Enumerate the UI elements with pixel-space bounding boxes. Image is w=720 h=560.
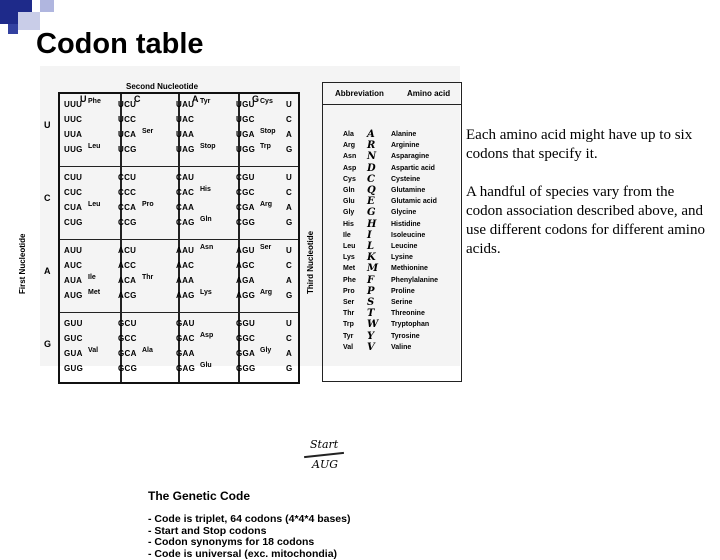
- codon-aca: ACA: [118, 276, 137, 285]
- three-letter-code: Gln: [343, 187, 355, 194]
- amino-acid-name: Phenylalanine: [391, 276, 439, 284]
- abbreviation-row: [323, 265, 461, 276]
- three-letter-code: Glu: [343, 198, 355, 206]
- abbreviation-row: [323, 285, 461, 299]
- amino-acid-label: Leu: [88, 143, 101, 150]
- amino-acid-column-header: Amino acid: [407, 89, 451, 98]
- codon-agc: AGC: [236, 261, 255, 270]
- one-letter-code: Y: [367, 330, 375, 342]
- codon-cgc: CGC: [236, 188, 255, 197]
- amino-acid-label: Ser: [142, 128, 154, 135]
- codon-ucu: UCU: [118, 100, 137, 109]
- codon-ucg: UCG: [118, 145, 137, 154]
- codon-ccu: CCU: [118, 173, 137, 182]
- second-nucleotide-label: Second Nucleotide: [126, 82, 199, 91]
- codon-gua: GUA: [64, 349, 83, 358]
- third-nucleotide-label: Third Nucleotide: [306, 230, 315, 294]
- third-base-label: C: [286, 188, 292, 197]
- codon-cgg: CGG: [236, 218, 256, 227]
- amino-acid-label: Val: [88, 347, 99, 354]
- codon-aug: AUG: [64, 291, 83, 300]
- amino-acid-name: Leucine: [391, 243, 418, 250]
- codon-ugu: UGU: [236, 100, 255, 109]
- column-header: C: [134, 94, 141, 104]
- abbreviation-row: [323, 162, 461, 176]
- codon-gcu: GCU: [118, 319, 137, 328]
- codon-gac: GAC: [176, 334, 195, 343]
- third-base-label: U: [286, 319, 292, 328]
- amino-acid-name: Lysine: [391, 254, 413, 262]
- slide-title: Codon table: [36, 28, 204, 60]
- amino-acid-label: Lys: [200, 289, 212, 296]
- one-letter-code: H: [367, 218, 377, 230]
- one-letter-code: S: [367, 297, 375, 308]
- three-letter-code: Ala: [343, 131, 354, 138]
- amino-acid-label: Asn: [200, 244, 214, 251]
- codon-agg: AGG: [236, 291, 256, 300]
- amino-acid-label: Ser: [260, 244, 272, 251]
- first-base-label: G: [44, 339, 52, 349]
- third-base-label: U: [286, 173, 292, 182]
- explanation-paragraph-2: A handful of species vary from the codon association described above, and use different codons for different amino acids.: [466, 184, 705, 257]
- third-base-label: G: [286, 291, 293, 300]
- genetic-code-item: - Code is universal (exc. mitochondia): [148, 548, 351, 560]
- codon-ggc: GGC: [236, 334, 256, 343]
- amino-acid-name: Methionine: [391, 265, 428, 273]
- codon-cgu: CGU: [236, 173, 255, 182]
- abbreviation-row: [323, 131, 461, 142]
- codon-cga: CGA: [236, 203, 255, 212]
- amino-acid-name: Asparagine: [391, 153, 430, 161]
- three-letter-code: Ser: [343, 299, 355, 306]
- corner-decoration: [40, 0, 54, 12]
- codon-gag: GAG: [176, 364, 196, 373]
- one-letter-code: E: [367, 196, 375, 208]
- amino-acid-label: Gln: [200, 216, 212, 223]
- codon-gaa: GAA: [176, 349, 195, 358]
- one-letter-code: R: [367, 140, 376, 152]
- codon-aag: AAG: [176, 291, 195, 300]
- three-letter-code: Lys: [343, 254, 355, 262]
- amino-acid-name: Isoleucine: [391, 231, 426, 239]
- abbreviation-row: [323, 330, 461, 344]
- abbreviation-column-header: Abbreviation: [335, 89, 384, 98]
- one-letter-code: N: [367, 151, 377, 163]
- codon-ggu: GGU: [236, 319, 256, 328]
- codon-ugg: UGG: [236, 145, 256, 154]
- first-base-label: A: [44, 266, 51, 276]
- three-letter-code: Val: [343, 343, 354, 351]
- codon-ccg: CCG: [118, 218, 137, 227]
- one-letter-code: W: [367, 319, 379, 331]
- third-base-label: A: [286, 349, 292, 358]
- abbreviation-row: [323, 142, 461, 153]
- one-letter-code: G: [367, 207, 376, 219]
- genetic-code-item: - Start and Stop codons: [148, 525, 351, 537]
- third-base-label: C: [286, 261, 292, 270]
- codon-cua: CUA: [64, 203, 83, 212]
- one-letter-code: C: [367, 173, 375, 185]
- codon-uag: UAG: [176, 145, 195, 154]
- third-base-label: G: [286, 145, 293, 154]
- amino-acid-abbreviation-table: [322, 82, 462, 382]
- three-letter-code: Thr: [343, 310, 355, 318]
- amino-acid-label: Arg: [260, 201, 273, 208]
- amino-acid-label: Cys: [260, 98, 273, 105]
- first-nucleotide-label: First Nucleotide: [18, 233, 27, 294]
- first-base-label: U: [44, 120, 51, 130]
- three-letter-code: Ile: [343, 231, 351, 239]
- amino-acid-label: Ala: [142, 347, 153, 354]
- amino-acid-name: Tyrosine: [391, 332, 420, 340]
- three-letter-code: Met: [343, 265, 356, 273]
- amino-acid-label: Thr: [142, 274, 154, 281]
- three-letter-code: Tyr: [343, 332, 354, 340]
- three-letter-code: Pro: [343, 287, 355, 295]
- amino-acid-name: Histidine: [391, 220, 421, 228]
- codon-acg: ACG: [118, 291, 137, 300]
- amino-acid-label: His: [200, 186, 211, 193]
- three-letter-code: Asp: [343, 164, 357, 172]
- one-letter-code: P: [367, 285, 375, 297]
- abbreviation-row: [323, 254, 461, 265]
- start-underline: [304, 452, 344, 458]
- amino-acid-name: Alanine: [391, 131, 417, 138]
- amino-acid-name: Cysteine: [391, 175, 421, 183]
- codon-auu: AUU: [64, 246, 83, 255]
- codon-aga: AGA: [236, 276, 255, 285]
- one-letter-code: D: [367, 162, 376, 174]
- codon-ggg: GGG: [236, 364, 256, 373]
- abbreviation-row: [323, 173, 461, 187]
- codon-guc: GUC: [64, 334, 83, 343]
- abbreviation-row: [323, 341, 461, 355]
- third-base-label: C: [286, 334, 292, 343]
- amino-acid-name: Threonine: [391, 310, 425, 318]
- one-letter-code: M: [367, 263, 379, 275]
- codon-cug: CUG: [64, 218, 83, 227]
- three-letter-code: Asn: [343, 153, 357, 161]
- column-header: G: [252, 94, 260, 104]
- abbreviation-row: [323, 243, 461, 254]
- codon-cuu: CUU: [64, 173, 83, 182]
- three-letter-code: His: [343, 220, 354, 228]
- column-header: U: [80, 94, 87, 104]
- amino-acid-label: Tyr: [200, 98, 211, 105]
- third-base-label: U: [286, 100, 292, 109]
- amino-acid-name: Aspartic acid: [391, 164, 435, 172]
- third-base-label: A: [286, 276, 292, 285]
- codon-acc: ACC: [118, 261, 137, 270]
- amino-acid-name: Tryptophan: [391, 321, 430, 329]
- third-base-label: G: [286, 364, 293, 373]
- amino-acid-name: Glutamine: [391, 187, 426, 194]
- codon-grid: [58, 92, 300, 384]
- column-header: A: [192, 94, 199, 104]
- abbreviation-row: [323, 274, 461, 288]
- codon-uac: UAC: [176, 115, 195, 124]
- third-base-label: U: [286, 246, 292, 255]
- codon-uuu: UUU: [64, 100, 83, 109]
- abbreviation-row: [323, 299, 461, 310]
- codon-agu: AGU: [236, 246, 255, 255]
- one-letter-code: Q: [367, 185, 376, 196]
- amino-acid-name: Glycine: [391, 209, 417, 217]
- codon-cau: CAU: [176, 173, 195, 182]
- codon-uga: UGA: [236, 130, 255, 139]
- codon-uug: UUG: [64, 145, 83, 154]
- codon-aua: AUA: [64, 276, 83, 285]
- first-base-label: C: [44, 193, 51, 203]
- codon-aaa: AAA: [176, 276, 195, 285]
- one-letter-code: A: [367, 129, 375, 140]
- amino-acid-label: Gly: [260, 347, 272, 354]
- amino-acid-label: Stop: [260, 128, 276, 135]
- codon-table-image: [18, 62, 464, 560]
- codon-guu: GUU: [64, 319, 83, 328]
- codon-auc: AUC: [64, 261, 83, 270]
- explanation-text: [466, 126, 706, 278]
- abbreviation-row: [323, 321, 461, 332]
- codon-uua: UUA: [64, 130, 83, 139]
- third-base-label: G: [286, 218, 293, 227]
- amino-acid-label: Ile: [88, 274, 96, 281]
- genetic-code-item: - Code is triplet, 64 codons (4*4*4 bases): [148, 513, 351, 525]
- amino-acid-name: Arginine: [391, 142, 420, 150]
- codon-uaa: UAA: [176, 130, 195, 139]
- amino-acid-label: Asp: [200, 332, 214, 339]
- codon-cuc: CUC: [64, 188, 83, 197]
- three-letter-code: Phe: [343, 276, 356, 284]
- amino-acid-name: Proline: [391, 287, 415, 295]
- start-codon: AUG: [312, 458, 339, 471]
- third-base-label: A: [286, 130, 292, 139]
- codon-gca: GCA: [118, 349, 137, 358]
- amino-acid-label: Stop: [200, 143, 216, 150]
- abbreviation-row: [323, 209, 461, 220]
- three-letter-code: Gly: [343, 209, 355, 217]
- amino-acid-label: Phe: [88, 98, 101, 105]
- one-letter-code: K: [367, 252, 376, 264]
- codon-cag: CAG: [176, 218, 195, 227]
- one-letter-code: T: [367, 308, 375, 320]
- start-note: Start: [310, 438, 339, 451]
- genetic-code-list: [148, 513, 351, 559]
- codon-ugc: UGC: [236, 115, 255, 124]
- abbreviation-row: [323, 218, 461, 232]
- three-letter-code: Cys: [343, 175, 356, 183]
- abbreviation-row: [323, 198, 461, 209]
- codon-acu: ACU: [118, 246, 137, 255]
- codon-caa: CAA: [176, 203, 195, 212]
- one-letter-code: F: [367, 274, 375, 286]
- one-letter-code: V: [367, 341, 375, 353]
- abbreviation-header: [323, 83, 461, 105]
- third-base-label: A: [286, 203, 292, 212]
- codon-ccc: CCC: [118, 188, 137, 197]
- codon-ucc: UCC: [118, 115, 137, 124]
- explanation-paragraph-1: Each amino acid might have up to six codons that specify it.: [466, 127, 693, 162]
- one-letter-code: I: [367, 229, 372, 241]
- amino-acid-label: Leu: [88, 201, 101, 208]
- one-letter-code: L: [367, 241, 375, 252]
- codon-gug: GUG: [64, 364, 84, 373]
- codon-uuc: UUC: [64, 115, 83, 124]
- amino-acid-label: Pro: [142, 201, 154, 208]
- amino-acid-name: Serine: [391, 299, 413, 306]
- amino-acid-name: Valine: [391, 343, 412, 351]
- codon-uau: UAU: [176, 100, 195, 109]
- amino-acid-name: Glutamic acid: [391, 198, 437, 206]
- codon-aac: AAC: [176, 261, 195, 270]
- amino-acid-label: Met: [88, 289, 101, 296]
- abbreviation-row: [323, 187, 461, 198]
- abbreviation-row: [323, 310, 461, 321]
- three-letter-code: Leu: [343, 243, 356, 250]
- codon-aau: AAU: [176, 246, 195, 255]
- amino-acid-label: Arg: [260, 289, 273, 296]
- abbreviation-row: [323, 153, 461, 164]
- genetic-code-item: - Codon synonyms for 18 codons: [148, 536, 351, 548]
- three-letter-code: Arg: [343, 142, 356, 150]
- abbreviation-row: [323, 229, 461, 243]
- codon-cca: CCA: [118, 203, 137, 212]
- third-base-label: C: [286, 115, 292, 124]
- corner-decoration: [8, 24, 18, 34]
- amino-acid-label: Glu: [200, 362, 212, 369]
- amino-acid-label: Trp: [260, 143, 271, 150]
- three-letter-code: Trp: [343, 321, 354, 329]
- codon-gcc: GCC: [118, 334, 137, 343]
- codon-cac: CAC: [176, 188, 195, 197]
- codon-gga: GGA: [236, 349, 256, 358]
- genetic-code-title: The Genetic Code: [148, 489, 251, 503]
- codon-gcg: GCG: [118, 364, 138, 373]
- codon-gau: GAU: [176, 319, 195, 328]
- codon-uca: UCA: [118, 130, 137, 139]
